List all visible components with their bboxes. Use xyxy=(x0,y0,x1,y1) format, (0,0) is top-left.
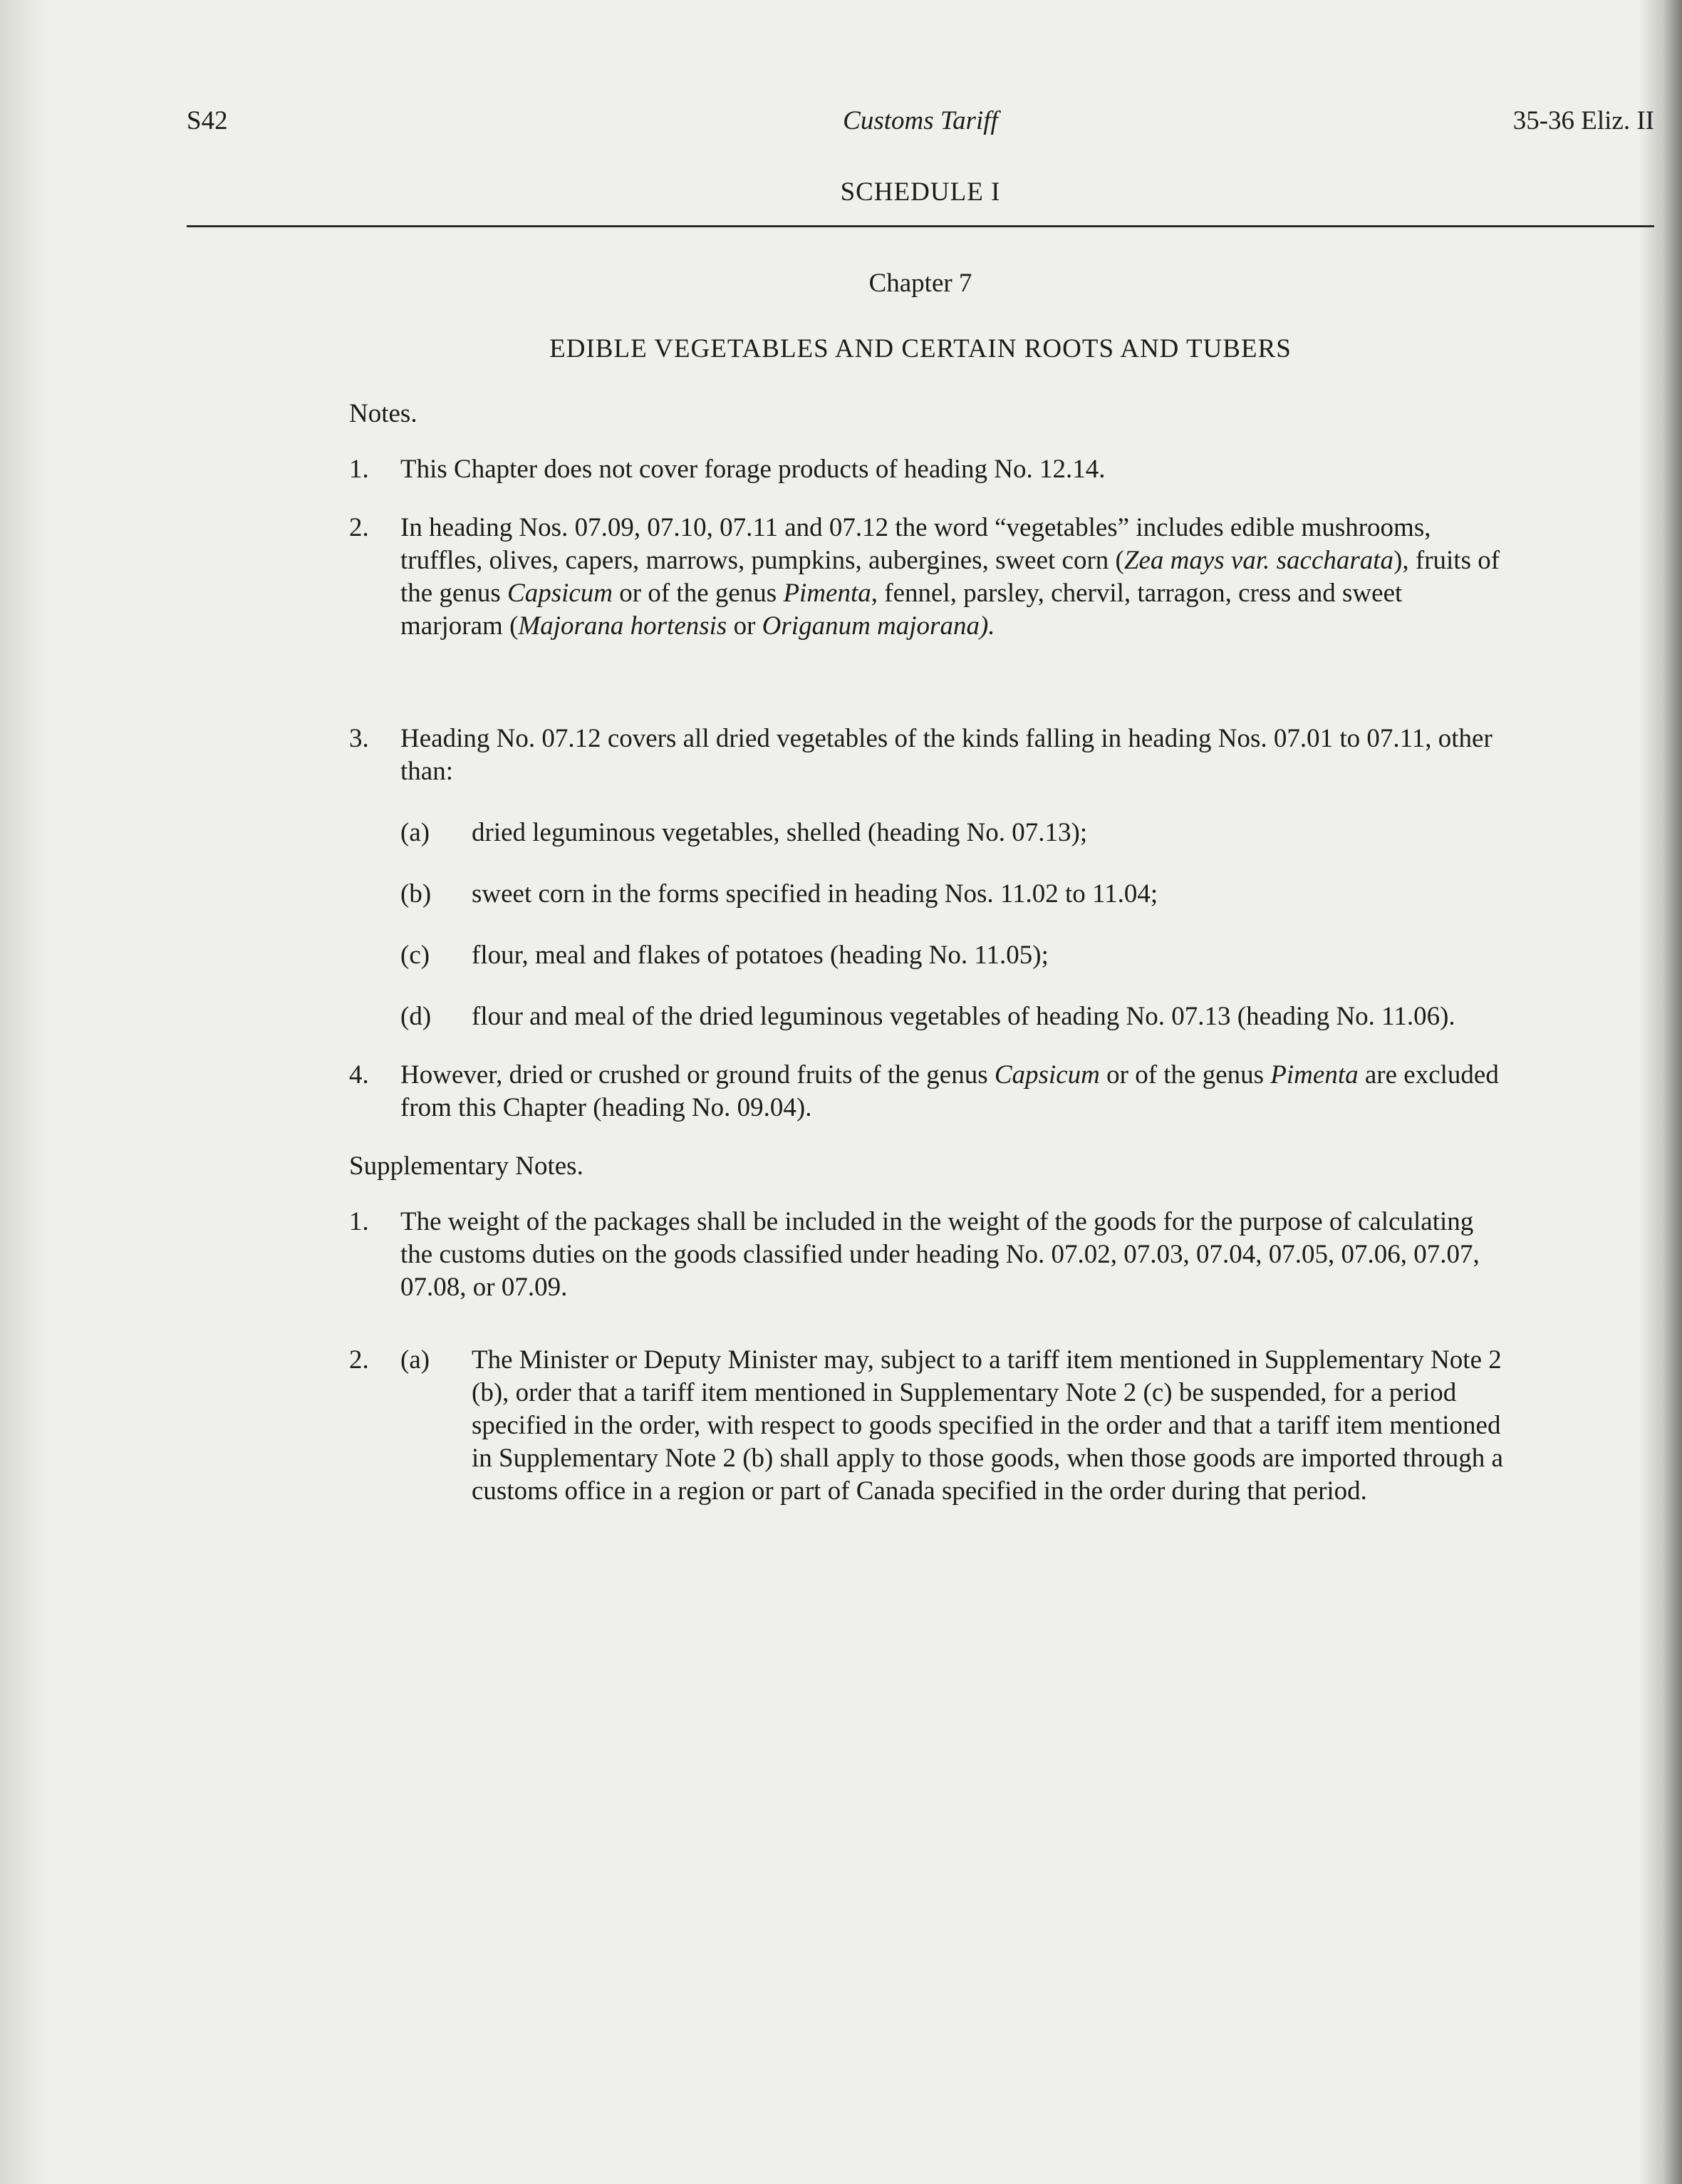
text-run: However, dried or crushed or ground fruits of the genus xyxy=(400,1060,995,1090)
subnote-letter: (a) xyxy=(400,1345,430,1375)
note-body xyxy=(400,1344,1503,1508)
chapter-notes xyxy=(349,398,1503,1533)
schedule-heading: SCHEDULE I xyxy=(840,177,1001,207)
note-body xyxy=(400,723,1503,1033)
subnote-text: The Minister or Deputy Minister may, subject to a tariff item mentioned in Supplementary Note 2 (b), order that a tariff item mentioned in Supplementary Note 2 (c) be suspended, for a period specified in the order, with respect to goods specified in the order and that a tariff item mentioned in Supplementary Note 2 (b) shall apply to those goods, when those goods are imported through a customs office in a region or part of Canada specified in the order during that period. xyxy=(472,1345,1503,1506)
note-text: This Chapter does not cover forage products of heading No. 12.14. xyxy=(400,455,1106,484)
header-rule xyxy=(187,225,1654,227)
subnote-letter: (d) xyxy=(400,1002,432,1031)
subnote-text: dried leguminous vegetables, shelled (heading No. 07.13); xyxy=(472,818,1088,847)
note-number: 3. xyxy=(349,724,369,753)
supplementary-note-2 xyxy=(349,1344,1503,1508)
subnote-d xyxy=(400,1000,1503,1033)
italic-run: Zea mays var. saccharata xyxy=(1123,546,1394,575)
note-4 xyxy=(349,1059,1503,1124)
note-text: Heading No. 07.12 covers all dried vegetables of the kinds falling in heading Nos. 07.01 to 07.11, other than: xyxy=(400,724,1492,786)
note-2 xyxy=(349,512,1503,643)
text-run: ), fruits of the genus xyxy=(400,546,1500,608)
italic-run: Capsicum xyxy=(507,579,613,608)
running-title: Customs Tariff xyxy=(843,106,998,135)
subnote-a xyxy=(400,1344,1503,1508)
italic-run: Majorana hortensis xyxy=(518,611,727,641)
italic-run: Capsicum xyxy=(994,1060,1100,1090)
chapter-label: Chapter 7 xyxy=(868,269,972,298)
note-text xyxy=(400,1059,1503,1124)
text-run: or of the genus xyxy=(613,579,784,608)
note-1 xyxy=(349,453,1503,486)
supplementary-heading: Supplementary Notes. xyxy=(349,1151,583,1181)
note-number: 2. xyxy=(349,1345,369,1375)
text-run: or of the genus xyxy=(1099,1060,1271,1090)
text-run: In heading Nos. 07.09, 07.10, 07.11 and 07.12 the word “vegetables” includes edible mushrooms, truffles, olives, capers, marrows, pumpkins, aubergines, sweet corn ( xyxy=(400,513,1431,575)
italic-run: Pimenta xyxy=(1270,1060,1359,1090)
subnote-letter: (c) xyxy=(400,941,430,970)
text-run: or xyxy=(727,611,762,641)
page-edge-right xyxy=(1639,0,1682,2184)
text-run: , fennel, parsley, chervil, tarragon, cress and sweet marjoram ( xyxy=(400,579,1403,641)
subnote-text: flour, meal and flakes of potatoes (heading No. 11.05); xyxy=(472,941,1049,970)
note-number: 4. xyxy=(349,1060,369,1090)
chapter-title: EDIBLE VEGETABLES AND CERTAIN ROOTS AND TUBERS xyxy=(549,334,1292,363)
note-number: 1. xyxy=(349,455,369,484)
note-text xyxy=(400,512,1503,643)
supplementary-note-1 xyxy=(349,1206,1503,1304)
note-text: The weight of the packages shall be included in the weight of the goods for the purpose of calculating the customs duties on the goods classified under heading No. 07.02, 07.03, 07.04, 07.05, 07.06, 07.07, 07.08, or 07.09. xyxy=(400,1207,1480,1302)
subnote-text: sweet corn in the forms specified in heading Nos. 11.02 to 11.04; xyxy=(472,879,1158,909)
subnote-letter: (b) xyxy=(400,879,432,909)
subnote-a xyxy=(400,817,1503,849)
page-number: S42 xyxy=(187,106,228,135)
note-number: 1. xyxy=(349,1207,369,1236)
text-run: are excluded from this Chapter (heading No. 09.04). xyxy=(400,1060,1499,1122)
italic-run: Pimenta xyxy=(783,579,871,608)
note-3 xyxy=(349,723,1503,1033)
subnote-letter: (a) xyxy=(400,818,430,847)
running-head xyxy=(187,105,1654,148)
notes-heading: Notes. xyxy=(349,399,417,428)
subnote-b xyxy=(400,878,1503,911)
italic-run: Origanum majorana). xyxy=(762,611,995,641)
page-edge-left xyxy=(0,0,50,2184)
subnote-c xyxy=(400,939,1503,972)
subnote-text: flour and meal of the dried leguminous vegetables of heading No. 07.13 (heading No. 11.06). xyxy=(472,1002,1455,1031)
regnal-year: 35-36 Eliz. II xyxy=(1512,106,1654,135)
note-number: 2. xyxy=(349,513,369,542)
